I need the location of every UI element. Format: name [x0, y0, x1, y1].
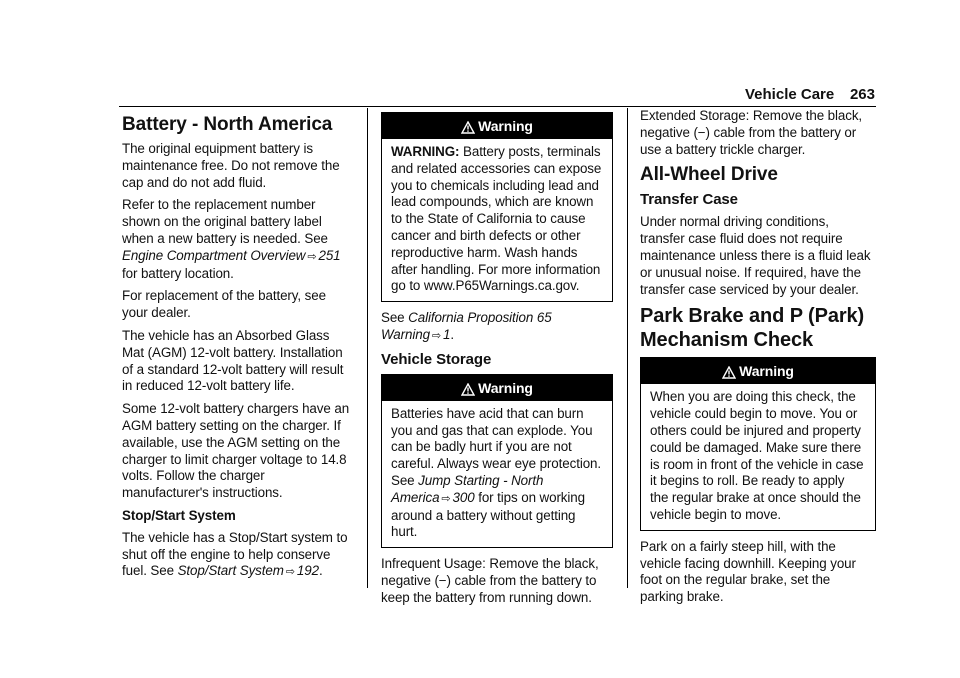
cross-reference-link[interactable]: Stop/Start System	[177, 563, 284, 579]
warning-body: WARNING: Battery posts, terminals and related accessories can expose you to chemicals including lead and lead compounds, which are known to the State of California to cause cancer and birth defects or other reproductive harm. Wash hands after handling. For more information go to www.P65Warnings.ca.gov.	[391, 144, 602, 294]
column-2	[381, 108, 613, 613]
warning-triangle-icon	[461, 383, 475, 396]
page-reference[interactable]: 192	[296, 563, 319, 579]
cross-reference-link[interactable]: California Proposition 65 Warning	[381, 310, 552, 342]
paragraph: The original equipment battery is maintenance free. Do not remove the cap and do not add fluid.	[122, 141, 340, 190]
warning-header: Warning	[641, 358, 875, 384]
paragraph: Under normal driving conditions, transfer case fluid does not require maintenance unless there is a fluid leak or unusual noise. If required, have the transfer case serviced by your dealer.	[640, 214, 871, 297]
column-3	[640, 108, 876, 612]
paragraph: The vehicle has an Absorbed Glass Mat (AGM) 12-volt battery. Installation of a standard 12-volt battery will result in reduced 12-volt battery life.	[122, 327, 344, 394]
warning-triangle-icon	[461, 121, 475, 134]
vehicle-storage-heading: Vehicle Storage	[381, 350, 492, 368]
section-title: Vehicle Care	[745, 86, 835, 103]
all-wheel-drive-heading: All-Wheel Drive	[640, 164, 778, 186]
paragraph: The vehicle has a Stop/Start system to shut off the engine to help conserve fuel. See Stop/Start System ⇨ 192.	[122, 529, 348, 579]
paragraph: Extended Storage: Remove the black, negative (−) cable from the battery or use a battery trickle charger.	[640, 108, 863, 157]
column-divider	[367, 108, 368, 588]
page-reference[interactable]: 251	[318, 247, 341, 263]
paragraph: Some 12-volt battery chargers have an AGM battery setting on the charger. If available, use the AGM setting on the charger to limit charger voltage to 14.8 volts. Follow the charger manufacturer's instructions.	[122, 401, 350, 501]
column-1	[122, 108, 354, 587]
page-reference[interactable]: 300	[452, 489, 475, 505]
warning-header: Warning	[382, 375, 612, 401]
page-reference-arrow-icon: ⇨	[431, 329, 442, 342]
warning-box	[640, 357, 876, 530]
cross-reference-link[interactable]: Jump Starting - North America	[391, 472, 544, 505]
paragraph: Infrequent Usage: Remove the black, negative (−) cable from the battery to keep the battery from running down.	[381, 556, 599, 605]
page-reference-arrow-icon: ⇨	[441, 492, 451, 505]
paragraph: For replacement of the battery, see your dealer.	[122, 288, 326, 321]
paragraph: See California Proposition 65 Warning ⇨ 1.	[381, 310, 552, 342]
warning-box	[381, 374, 613, 548]
paragraph: Park on a fairly steep hill, with the vehicle facing downhill. Keeping your foot on the regular brake, set the parking brake.	[640, 538, 856, 605]
battery-heading: Battery - North America	[122, 114, 333, 135]
warning-body: When you are doing this check, the vehicle could begin to move. You or others could be injured and property could be damaged. Make sure there is room in front of the vehicle in case it begins to roll. Be ready to apply the regular brake at once should the vehicle begin to move.	[650, 389, 864, 522]
paragraph: Refer to the replacement number shown on the original battery label when a new battery is needed. See Engine Compartment Overview ⇨ 251 for battery location.	[122, 197, 341, 281]
column-divider	[627, 108, 628, 588]
warning-body: Batteries have acid that can burn you and gas that can explode. You can be badly hurt if you are not careful. Always wear eye protection. See Jump Starting - North America ⇨ 300 for tips on working around a battery without getting hurt.	[391, 405, 602, 540]
park-brake-heading: Park Brake and P (Park) Mechanism Check	[640, 305, 865, 352]
warning-box	[381, 112, 613, 302]
header-rule	[119, 106, 876, 107]
page-number: 263	[849, 86, 875, 103]
cross-reference-link[interactable]: Engine Compartment Overview	[122, 247, 306, 263]
subheading: Stop/Start System	[122, 507, 236, 523]
warning-header: Warning	[382, 113, 612, 139]
warning-lead: WARNING:	[391, 144, 460, 159]
page-reference-arrow-icon: ⇨	[307, 250, 317, 263]
page-reference-arrow-icon: ⇨	[285, 566, 295, 579]
warning-triangle-icon	[722, 366, 736, 379]
transfer-case-heading: Transfer Case	[640, 191, 738, 209]
page-reference[interactable]: 1	[443, 326, 451, 342]
